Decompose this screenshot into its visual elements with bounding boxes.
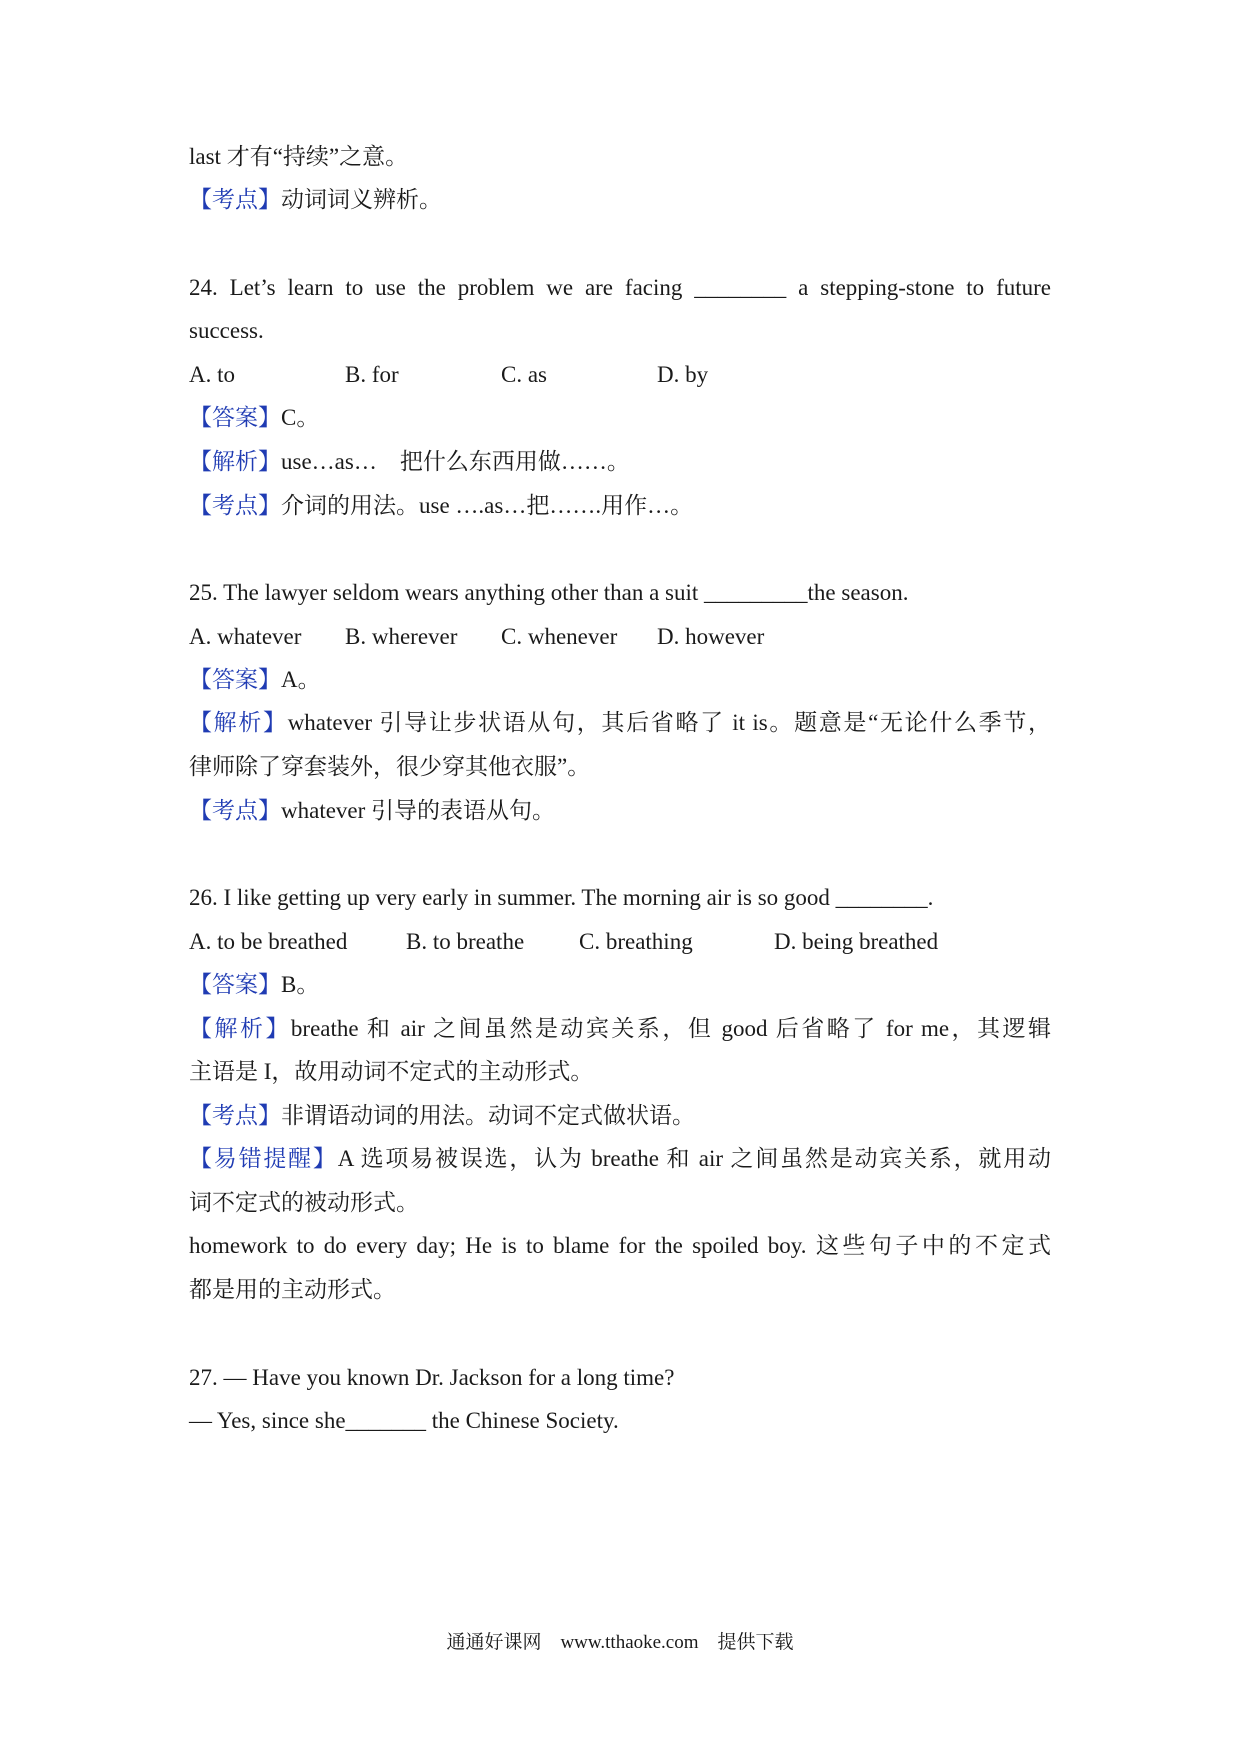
option-d: D. however	[657, 624, 765, 649]
answer-line	[189, 403, 319, 433]
explanation-line	[189, 447, 630, 477]
explanation-line-cont: 律师除了穿套装外，很少穿其他衣服”。	[189, 754, 591, 779]
key-point-tag: 【考点】	[189, 493, 281, 518]
explanation-text: use…as… 把什么东西用做……。	[281, 449, 630, 474]
key-point-line	[189, 185, 442, 215]
error-tip-line	[189, 1144, 1051, 1174]
explanation-line	[189, 1014, 1051, 1044]
key-point-text: whatever 引导的表语从句。	[281, 798, 556, 823]
error-tip-line-cont: 词不定式的被动形式。	[189, 1190, 419, 1215]
explanation-text: breathe 和 air 之间虽然是动宾关系，但 good 后省略了 for me，其逻辑	[290, 1016, 1051, 1041]
answer-text: C。	[281, 405, 320, 430]
question-25-stem: 25. The lawyer seldom wears anything other than a suit _________the season.	[189, 580, 909, 605]
key-point-tag: 【考点】	[189, 798, 281, 823]
answer-tag: 【答案】	[189, 405, 281, 430]
answer-line	[189, 970, 319, 1000]
option-a: A. to	[189, 362, 235, 387]
option-c: C. breathing	[579, 929, 693, 954]
explanation-line	[189, 708, 1051, 738]
explanation-tag: 【解析】	[189, 449, 281, 474]
question-24-stem: 24. Let’s learn to use the problem we are facing ________ a stepping-stone to future	[189, 275, 1051, 300]
key-point-line	[189, 491, 693, 521]
option-b: B. for	[345, 362, 399, 387]
error-tip-text: A 选项易被误选，认为 breathe 和 air 之间虽然是动宾关系，就用动	[337, 1146, 1052, 1171]
option-d: D. being breathed	[774, 929, 939, 954]
explanation-tag: 【解析】	[189, 710, 288, 735]
explanation-line-cont: 主语是 I，故用动词不定式的主动形式。	[189, 1059, 594, 1084]
key-point-line	[189, 796, 555, 826]
explanation-text: whatever 引导让步状语从句，其后省略了 it is。题意是“无论什么季节，	[287, 710, 1051, 735]
option-c: C. whenever	[501, 624, 618, 649]
question-25-options	[189, 622, 1051, 652]
error-tip-tag: 【易错提醒】	[189, 1146, 338, 1171]
answer-tag: 【答案】	[189, 667, 281, 692]
question-24-options	[189, 360, 1051, 390]
option-d: D. by	[657, 362, 709, 387]
key-point-text: 介词的用法。use ….as…把…….用作…。	[281, 493, 694, 518]
question-24-stem-cont: success.	[189, 318, 264, 343]
option-a: A. to be breathed	[189, 929, 348, 954]
answer-tag: 【答案】	[189, 972, 281, 997]
error-tip-line-cont: 都是用的主动形式。	[189, 1277, 396, 1302]
answer-text: B。	[281, 972, 320, 997]
option-b: B. wherever	[345, 624, 458, 649]
question-26-options	[189, 927, 1051, 957]
question-26-stem: 26. I like getting up very early in summer. The morning air is so good ________.	[189, 885, 934, 910]
question-27-stem: 27. — Have you known Dr. Jackson for a long time?	[189, 1365, 675, 1390]
option-c: C. as	[501, 362, 547, 387]
key-point-line	[189, 1101, 695, 1131]
question-27-stem-cont: — Yes, since she_______ the Chinese Society.	[189, 1408, 619, 1433]
answer-text: A。	[281, 667, 321, 692]
key-point-tag: 【考点】	[189, 1103, 281, 1128]
key-point-text: 动词词义辨析。	[281, 187, 442, 212]
explanation-tag: 【解析】	[189, 1016, 291, 1041]
key-point-tag: 【考点】	[189, 187, 281, 212]
key-point-text: 非谓语动词的用法。动词不定式做状语。	[281, 1103, 695, 1128]
text-line: last 才有“持续”之意。	[189, 144, 409, 169]
option-a: A. whatever	[189, 624, 302, 649]
page-footer: 通通好课网 www.tthaoke.com 提供下载	[446, 1632, 794, 1653]
error-tip-line-cont: homework to do every day; He is to blame for the spoiled boy. 这些句子中的不定式	[189, 1233, 1051, 1258]
answer-line	[189, 665, 321, 695]
option-b: B. to breathe	[406, 929, 525, 954]
